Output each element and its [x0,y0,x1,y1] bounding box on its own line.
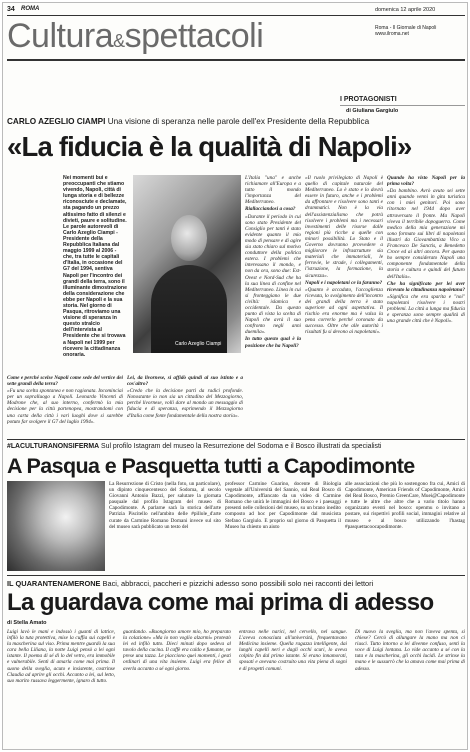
main-kicker [7,117,465,126]
quarantine-col-4: Di nuovo la sveglia, ma non l'aveva spenta, si chiese? Cercò di allungare la mano ma non ci riuscì. Tutto intorno a lei divenne confuso, sentì la voce di Luigi lontana. Lo vide accanto a sé con la tuta e la mascherina, gli occhi lucidi. Le strinse la mano e le sussurrò che la amava come mai prima di adesso. [355,629,465,672]
quarantine-kicker-line [7,579,465,588]
q2: Lei, da livornese, si affidò quindi al suo istinto e a cos'altro? [127,375,243,388]
q6: Quando ha visto Napoli per la prima volta? [387,175,465,188]
main-col-4: «Il ruolo privilegiato di Napoli è quello di capitale naturale del Mediterraneo. Lo è stato e lo dovrà essere in futuro, anche e i problemi da affrontare e risolvere sono tanti e drammatici. Non è la via dell'assistenzialismo che potrà risolvere i problemi ma i necessari investimenti delle risorse dalle regioni più ricche a quelle con minori possibilità. Lo Stato e il Governo dovranno provvedere a migliorare le infrastrutture sia materiali che immateriali, le ferrovie, le strade, i collegamenti, l'istruzione, la formazione, la sicurezza». Napoli e i napoletani ce la faranno? «Quanto è accaduto, l'accoglienza ricevuta, lo svolgimento dell'incontro dei grandi della terra è stato superiore ad ogni aspettativa. Il rischio era enorme ma è valsa la pena correrlo perché coronato da successo. Oltre che alle autorità i risultati fu si devono ai napoletani». [305,175,383,336]
section-title [7,16,263,61]
intro-text: Nei momenti bui e preoccupanti che stiamo vivendo, Napoli, città di lunga storia e di bellezze riconosciute e declamate, sta pagando un prezzo altissimo fatto di silenzi e divieti, paure e solitudine. Le parole autorevoli di Carlo Azeglio Ciampi - Presidente della Repubblica Italiana dal maggio 1999 al 2006 - che, tra tutte le capitali d'Italia, in occasione del G7 del 1994, sentiva Napoli per l'incontro dei grandi della terra, sono il illuminante dimostrazione della considerazione che ebbe per Napoli e la sua storia. Nel giorno di Pasqua, ritroviamo una visione di speranza in questo stralcio dell'intervista al Presidente che si trovava a Napoli nel 1999 per ricevere la cittadinanza onoraria. [63,175,127,358]
main-col-1: Come e perché scelse Napoli come sede del vertice dei sette grandi della terra? «Fu una scelta spontanea e non ragionata. Incominciai per un sopralluogo a Napoli. Leonardo Vincenti di Modrone che, al suo interno, confermò la mia decisione per la città partenopea, mostrandomi con una carta della città i vari luoghi dove si sarebbe potuto far svolgere il G7 del luglio 1994». [7,375,123,425]
quarantine-col-1: Luigi lavò le mani e indossò i guanti di lattice, infilò la tuta protettiva, mise la cuffia sui capelli e la mascherina sul viso. Prima mentre guardò la sua cara bella Liliana, la notte Luigi pensò a lei ogni istante. Il poema di sé di lo del vetro, era immobile e vulnerabile. Sentì di amarla come mai prima. Il suono della sveglia, acuto e insistente, costrinse Claudia ad aprire gli occhi. Accanto a lei, sul letto, suo marito russava leggermente, ignaro di tutto. [7,629,115,684]
museum-headline: A Pasqua e Pasquetta tutti a Capodimonte [7,454,415,478]
section-title-a: Cultura [7,17,114,55]
quarantine-headline: La guardava come mai prima di adesso [7,589,434,616]
portrait-body-shape [151,265,227,353]
quarantine-kicker: Baci, abbracci, paccheri e pizzichi adesso sono possibili solo nei racconti dei lettori [102,579,374,588]
main-headline: «La fiducia è la qualità di Napoli» [7,131,412,162]
q1: Come e perché scelse Napoli come sede del vertice dei sette grandi della terra? [7,375,123,388]
q4: In tutto questo qual è la posizione che ha Napoli? [245,336,301,349]
quarantine-tag: IL QUARANTENAMERONE [7,579,101,588]
quarantine-col-3: entrava nelle narici, nel cervello, nel sangue. L'aveva conosciuta all'università, frequentavano Medicina insieme. Quella ragazza intelligente, dai lunghi capelli neri e dagli occhi scuri, lo aveva colpito fin dal primo istante. Si erano innamorati, sposati e avevano costruito una vita piena di sogni e di progetti comuni. [239,629,347,672]
kicker-text: Una visione di speranza nelle parole dell'ex Presidente della Repubblica [107,117,370,126]
main-col-3: L'Italia "una" e anche richiamare all'Europa e a tutto il mondo l'importanza del Mediterraneo. Riallacciandosi a cosa? «Durante il periodo in cui sono stato Presidente del Consiglio per tanti è stato evidente quanto il mio modo di pensare e di agire sia stato chiaro sul motivo conduttore della politica estera. I problemi che interessano il mondo, e non da ora, sono due: Est-Ovest e Nord-Sud che ha la sua linea di confine nel Mediterraneo. Linea in cui si fronteggiano le due civiltà: islamica e occidentale. Da questo punto di vista la scelta di Napoli che avrà il suo confronto negli anni duemila». In tutto questo qual è la posizione che ha Napoli? [245,175,301,349]
credit-line: Roma - Il Giornale di Napoli [375,25,437,31]
credit-block [375,25,436,37]
kicker-name: CARLO AZEGLIO CIAMPI [7,117,106,126]
section-amp: & [113,31,125,51]
main-col-2: Lei, da livornese, si affidò quindi al suo istinto e a cos'altro? «Credo che la decisione partì da radici profonde. Nonostante io non sia un cittadino del Mezzogiorno, perché livornese, volli dare al mondo un messaggio di fiducia e di speranza, esprimendo il Mezzogiorno d'Italia come fonte fondamentale della nostra storia». [127,375,243,419]
section-title-b: spettacoli [124,17,264,55]
protagonisti-byline: di Giuliana Gargiulo [346,108,399,114]
page-number: 34 [7,6,15,13]
portrait-head-shape [171,215,207,261]
dateline: domenica 12 aprile 2020 [375,7,436,13]
ciampi-photo [133,175,241,353]
paper-name: ROMA [21,6,40,12]
q3: Riallacciandosi a cosa? [245,206,296,213]
newspaper-page [2,2,468,750]
museum-tag: #LACULTURANONSIFERMA [7,443,100,450]
quarantine-col-2: guardando. «Buongiorno amore mio, ho preparato la colazione» «Ma io non voglio alzarmi» protestò lei ed infilò tutto. Dieci minuti dopo sedeva al tavolo della cucina. Il caffè era caldo e fumante, ne prese una tazza. Le piacciono quei momenti, i gesti ordinari di una vita insieme. Luigi era felice di averla accanto a sé ogni giorno. [123,629,231,672]
website: www.ilroma.net [375,31,409,37]
museum-col-3: alle associazioni che più lo sostengono fra cui, Amici di Capodimonte, American Friends of Capodimonte, Amici del Real Bosco, Premio GreenCare, Muei@Capodimonte e tutte le altre che altre che a vario titolo hanno organizzato eventi nel bosco: openmu o invitano a postare, sui rispettivi profili social, immagini relative al museo e al bosco utilizzando l'hastag #pasquettacoocapodimonte. [345,481,465,530]
q5: Napoli e i napoletani ce la faranno? [305,279,383,286]
photo-caption: Carlo Azeglio Ciampi [175,341,222,347]
protagonisti-label: I PROTAGONISTI [340,96,397,103]
q7: Che ha significato per lei aver ricevuto la cittadinanza napoletana? [387,280,465,293]
museum-col-1: La Resurrezione di Cristo (nella foto, un particolare), un dipinto cinquecentesco del Sodoma, al secolo Giovanni Antonio Bazzi, per salutare la giornata pasquale dal profilo Istagram del museo di Capodimonte. A parlarne sarà la storica dell'arte Patrizia Piscitello nell'ambito delle #pillole_d'arte curate da Carmine Romano Domani invece sul sito del museo sarà pubblicato un testo del [109,481,221,530]
museum-kicker-line [7,443,465,450]
museum-kicker: Sul profilo Istagram del museo la Resurrezione del Sodoma e il Bosco illustrati da specialisti [101,443,382,450]
museum-col-2: professor Carmine Guarino, docente di Biologia vegetale all'Università del Sannio, sul Real Bosco di Capodimonte, affiancato da un video di Carmine Romano che unirà le immagini del Bosco e i paesaggi presenti nelle collezioni del museo, su un brano inedito composto ad hoc per Capodimonte dal musicista Stefano Gargiulo. E proprio sul giorno di Pasquetta il Museo ha chiesto un aiuto [225,481,341,530]
resurrezione-photo [7,481,105,571]
quarantine-byline: di Stella Amato [7,620,47,626]
main-col-5: Quando ha visto Napoli per la prima volta? «Da bambino. Avrò avuto sei sette anni quando venni in gita turistica con i miei genitori. Poi sono ritornato nel 1944 dopo aver attraversato il fronte. Ma Napoli viveva il terribile dopoguerra. Come medico della mia generazione mi sono formato sui libri di napoletani illustri da Giovambattista Vico a Francesco De Sanctis, a Benedetto Croce ed ai altri ancora. Per questo ho sempre considerato Napoli una componente fondamentale della storia e cultura e quindi del futuro dell'Italia». Che ha significato per lei aver ricevuto la cittadinanza napoletana? «Significa che era sparita e "noi" napoletani risolvere i nostri problemi. La città a lunga ma fiducia e speranza sono sempre qualità di una grande città che è Napoli». [387,175,465,325]
